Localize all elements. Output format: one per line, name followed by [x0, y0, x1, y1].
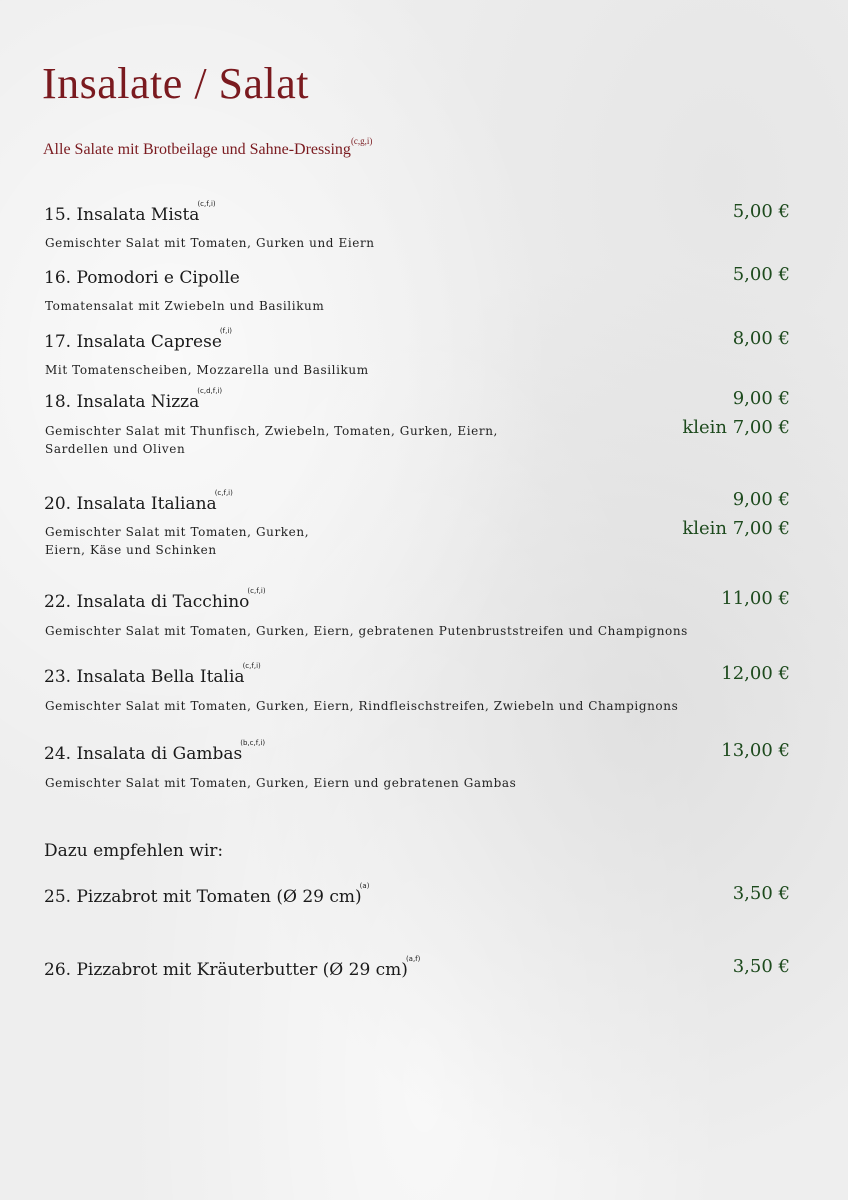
- page-title: Insalate / Salat: [42, 59, 310, 108]
- item-name-text: 17. Insalata Caprese: [44, 332, 222, 352]
- item-allergens: (f,i): [219, 327, 233, 335]
- menu-item-description: Gemischter Salat mit Tomaten, Gurken und Eiern: [45, 236, 375, 250]
- item-name-text: 16. Pomodori e Cipolle: [44, 268, 240, 288]
- extra-item-name: [44, 955, 420, 980]
- item-name-text: 20. Insalata Italiana: [44, 494, 217, 514]
- item-allergens: (c,f,i): [242, 662, 261, 670]
- item-allergens: (c,f,i): [247, 587, 266, 595]
- menu-item-name: [44, 387, 222, 412]
- item-name-text: 22. Insalata di Tacchino: [44, 592, 250, 612]
- subtitle-allergens: (c,g,i): [350, 136, 373, 146]
- item-allergens: (c,f,i): [214, 489, 233, 497]
- menu-item-description: Gemischter Salat mit Tomaten, Gurken, Eiern und gebratenen Gambas: [45, 776, 517, 790]
- menu-item-price-small: klein 7,00 €: [682, 518, 790, 539]
- item-name-text: 24. Insalata di Gambas: [44, 744, 243, 764]
- menu-item-price: 11,00 €: [721, 588, 790, 609]
- menu-item-name: [44, 662, 261, 687]
- item-allergens: (a,f): [405, 955, 421, 963]
- menu-item-description: Tomatensalat mit Zwiebeln und Basilikum: [45, 299, 325, 313]
- item-name-text: 15. Insalata Mista: [44, 205, 200, 225]
- extra-item-price: 3,50 €: [732, 956, 790, 977]
- menu-item-description-line2: Eiern, Käse und Schinken: [45, 543, 217, 557]
- item-allergens: (c,d,f,i): [197, 387, 223, 395]
- item-allergens: (c,f,i): [197, 200, 216, 208]
- menu-item-price: 8,00 €: [732, 328, 790, 349]
- menu-item-price: 13,00 €: [721, 740, 790, 761]
- item-name-text: 25. Pizzabrot mit Tomaten (Ø 29 cm): [44, 887, 362, 907]
- menu-item-name: [44, 327, 232, 352]
- menu-item-price: 5,00 €: [732, 264, 790, 285]
- item-name-text: 26. Pizzabrot mit Kräuterbutter (Ø 29 cm): [44, 960, 408, 980]
- menu-item-name: [44, 200, 216, 225]
- item-name-text: 23. Insalata Bella Italia: [44, 667, 245, 687]
- extra-item-price: 3,50 €: [732, 883, 790, 904]
- item-allergens: (a): [359, 882, 370, 890]
- menu-item-description: Gemischter Salat mit Tomaten, Gurken, Eiern, Rindfleischstreifen, Zwiebeln und Champignons: [45, 699, 679, 713]
- subtitle-text: Alle Salate mit Brotbeilage und Sahne-Dressing: [43, 141, 351, 158]
- item-name-text: 18. Insalata Nizza: [44, 392, 200, 412]
- menu-item-description: Gemischter Salat mit Tomaten, Gurken,: [45, 525, 310, 539]
- menu-item-price: 9,00 €: [732, 489, 790, 510]
- menu-item-description-line2: Sardellen und Oliven: [45, 442, 186, 456]
- menu-item-name: [44, 489, 233, 514]
- menu-item-price: 12,00 €: [721, 663, 790, 684]
- item-allergens: (b,c,f,i): [240, 739, 266, 747]
- menu-item-price-small: klein 7,00 €: [682, 417, 790, 438]
- menu-item-price: 9,00 €: [732, 388, 790, 409]
- menu-item-name: [44, 739, 265, 764]
- page-subtitle: [43, 136, 372, 159]
- menu-item-name: [44, 263, 238, 288]
- menu-item-name: [44, 587, 266, 612]
- menu-item-price: 5,00 €: [732, 201, 790, 222]
- menu-item-description: Gemischter Salat mit Thunfisch, Zwiebeln, Tomaten, Gurken, Eiern,: [45, 424, 498, 438]
- menu-item-description: Mit Tomatenscheiben, Mozzarella und Basilikum: [45, 363, 369, 377]
- menu-item-description: Gemischter Salat mit Tomaten, Gurken, Eiern, gebratenen Putenbruststreifen und Champignons: [45, 624, 688, 638]
- extras-heading: Dazu empfehlen wir:: [44, 841, 224, 861]
- extra-item-name: [44, 882, 369, 907]
